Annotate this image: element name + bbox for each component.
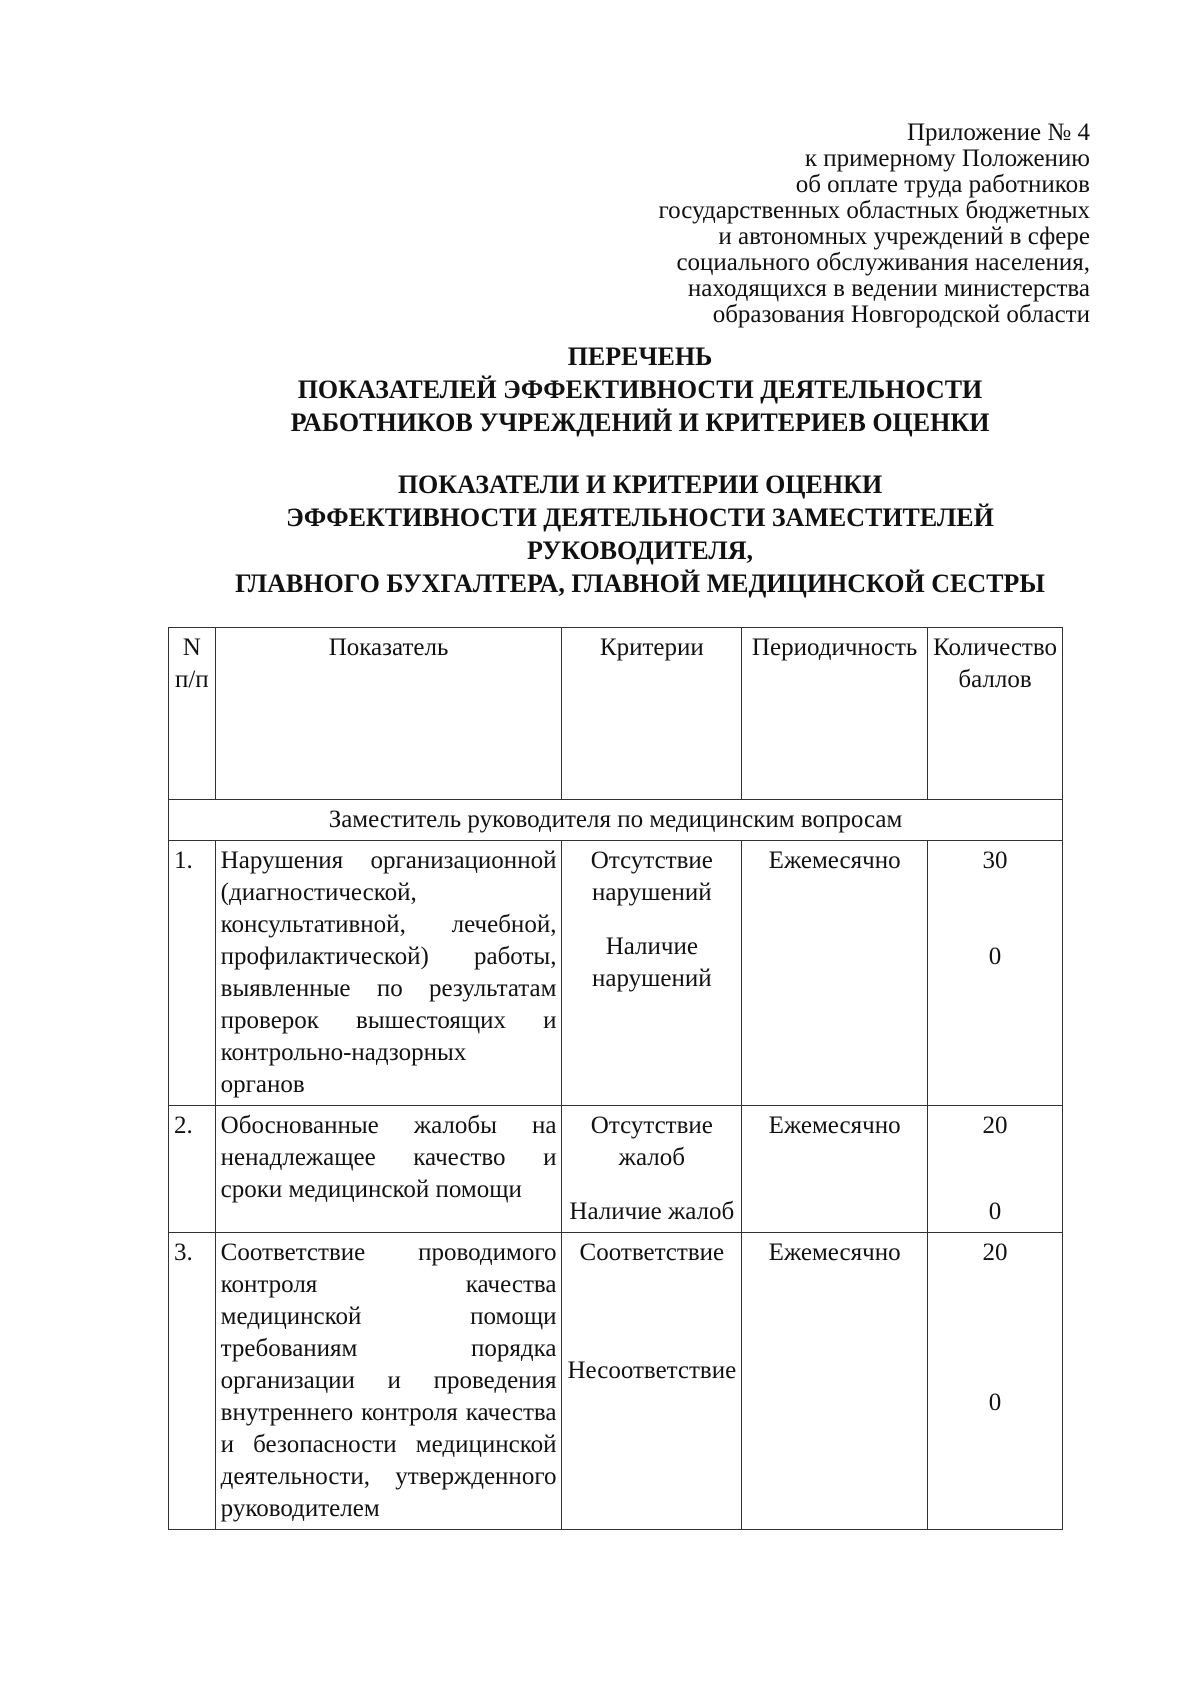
header-points: Количество баллов	[928, 628, 1063, 800]
criteria-positive: Отсутствие нарушений	[590, 847, 713, 906]
row-points	[928, 1233, 1063, 1530]
row-periodicity: Ежемесячно	[742, 1233, 928, 1530]
document-subtitle	[150, 468, 1130, 600]
title-line: ПОКАЗАТЕЛЕЙ ЭФФЕКТИВНОСТИ ДЕЯТЕЛЬНОСТИ	[297, 375, 983, 404]
title-line: ПЕРЕЧЕНЬ	[567, 342, 713, 371]
title-line: РАБОТНИКОВ УЧРЕЖДЕНИЙ И КРИТЕРИЕВ ОЦЕНКИ	[290, 408, 990, 437]
document-title	[150, 340, 1130, 439]
header-indicator: Показатель	[215, 628, 562, 800]
points-negative: 0	[988, 943, 1002, 970]
table-row	[169, 841, 1063, 1106]
criteria-positive: Соответствие	[579, 1239, 725, 1266]
row-number: 1.	[169, 841, 216, 1106]
appendix-line: к примерному Положению	[804, 145, 1090, 172]
subtitle-line: ГЛАВНОГО БУХГАЛТЕРА, ГЛАВНОЙ МЕДИЦИНСКОЙ СЕСТРЫ	[235, 569, 1045, 598]
criteria-negative: Наличие нарушений	[592, 933, 712, 992]
criteria-negative: Несоответствие	[567, 1357, 737, 1384]
appendix-line: государственных областных бюджетных	[658, 197, 1090, 224]
section-row	[169, 800, 1063, 841]
points-negative: 0	[988, 1389, 1002, 1416]
appendix-line: находящихся в ведении министерства	[687, 275, 1090, 302]
spacer	[933, 1142, 1057, 1196]
header-periodicity: Периодичность	[742, 628, 928, 800]
appendix-line: об оплате труда работников	[795, 171, 1090, 198]
appendix-line: и автономных учреждений в сфере	[718, 223, 1090, 250]
spacer	[933, 877, 1057, 941]
spacer	[933, 1269, 1057, 1387]
appendix-line: социального обслуживания населения,	[676, 249, 1090, 276]
section-title: Заместитель руководителя по медицинским вопросам	[169, 800, 1063, 841]
table-row	[169, 1106, 1063, 1233]
spacer	[567, 1174, 736, 1196]
row-criteria	[562, 841, 742, 1106]
points-positive: 20	[982, 1112, 1008, 1139]
header-criteria: Критерии	[562, 628, 742, 800]
row-periodicity: Ежемесячно	[742, 1106, 928, 1233]
row-number: 2.	[169, 1106, 216, 1233]
spacer	[567, 909, 736, 931]
points-positive: 20	[982, 1239, 1008, 1266]
spacer	[567, 1269, 736, 1355]
row-indicator: Соответствие проводимого контроля качества медицинской помощи требованиям порядка организации и проведения внутреннего контроля качества и безопасности медицинской деятельности, утвержденного руководителем	[215, 1233, 562, 1530]
criteria-positive: Отсутствие жалоб	[590, 1112, 713, 1171]
row-indicator: Нарушения организационной (диагностической, консультативной, лечебной, профилактической) работы, выявленные по результатам проверок вышестоящих и контрольно-надзорных органов	[215, 841, 562, 1106]
points-positive: 30	[982, 847, 1008, 874]
row-number: 3.	[169, 1233, 216, 1530]
row-points	[928, 841, 1063, 1106]
row-criteria	[562, 1106, 742, 1233]
appendix-line: Приложение № 4	[906, 119, 1090, 146]
row-criteria	[562, 1233, 742, 1530]
row-periodicity: Ежемесячно	[742, 841, 928, 1106]
criteria-negative: Наличие жалоб	[569, 1198, 735, 1225]
points-negative: 0	[988, 1198, 1002, 1225]
appendix-header	[659, 120, 1090, 328]
header-num: N п/п	[169, 628, 216, 800]
row-points	[928, 1106, 1063, 1233]
row-indicator: Обоснованные жалобы на ненадлежащее качество и сроки медицинской помощи	[215, 1106, 562, 1233]
subtitle-line: ЭФФЕКТИВНОСТИ ДЕЯТЕЛЬНОСТИ ЗАМЕСТИТЕЛЕЙ	[286, 503, 994, 532]
indicators-table	[168, 627, 1063, 1530]
table-header-row	[169, 628, 1063, 800]
subtitle-line: ПОКАЗАТЕЛИ И КРИТЕРИИ ОЦЕНКИ	[397, 470, 883, 499]
appendix-line: образования Новгородской области	[712, 301, 1090, 328]
subtitle-line: РУКОВОДИТЕЛЯ,	[526, 536, 754, 565]
table-row	[169, 1233, 1063, 1530]
